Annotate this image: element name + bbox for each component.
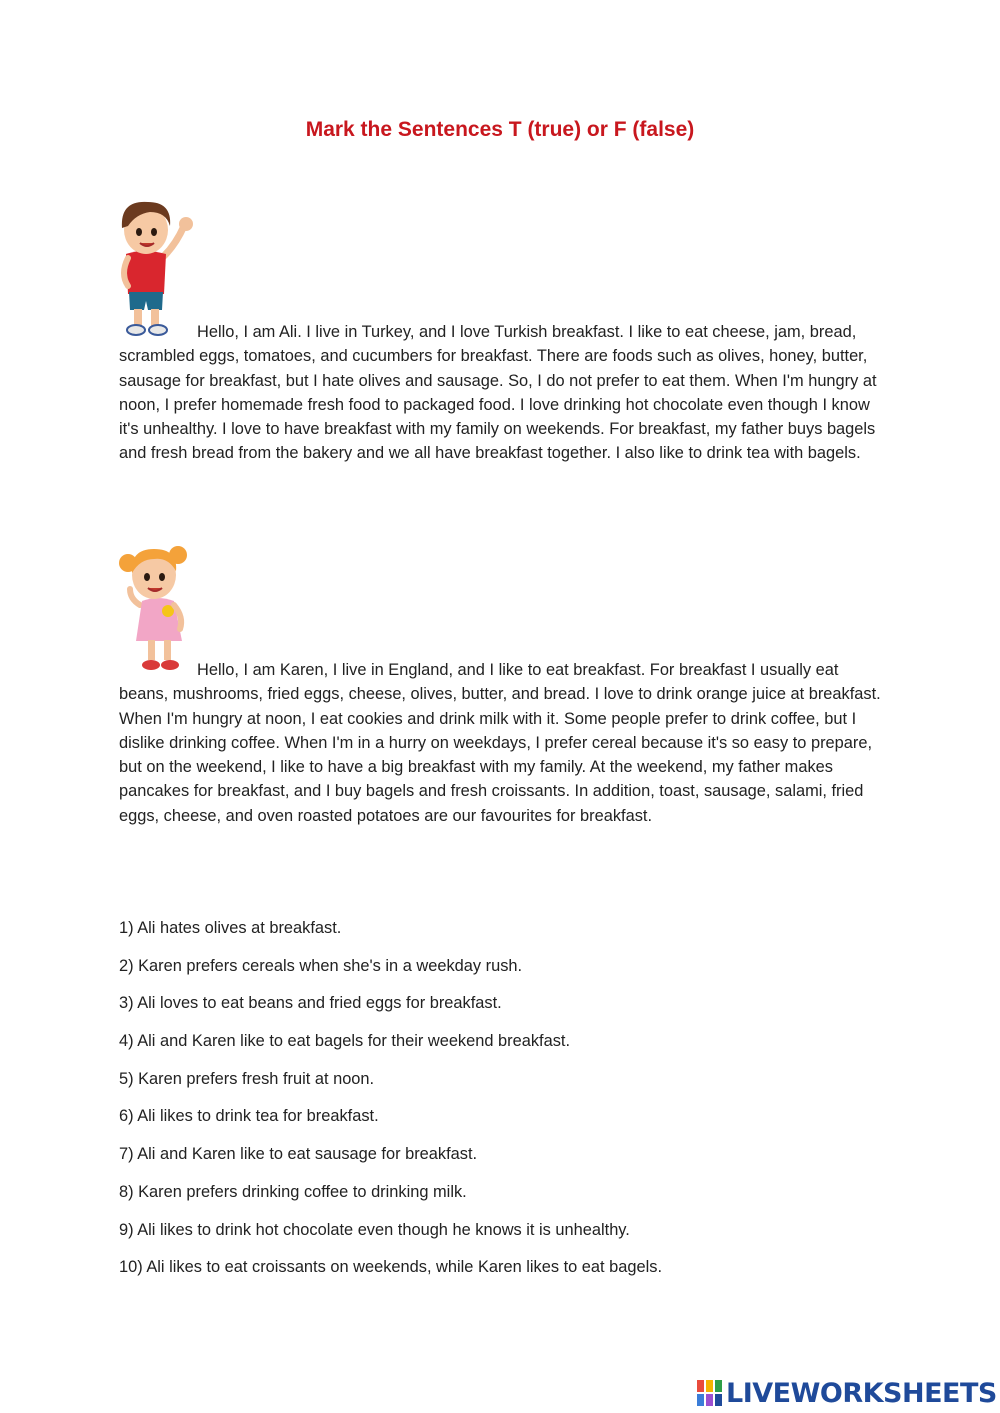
question-item: 1) Ali hates olives at breakfast. [119, 919, 342, 937]
question-item: 7) Ali and Karen like to eat sausage for breakfast. [119, 1145, 478, 1164]
story-karen [119, 658, 889, 828]
question-item: 9) Ali likes to drink hot chocolate even though he knows it is unhealthy. [119, 1220, 630, 1239]
question-item: 6) Ali likes to drink tea for breakfast. [119, 1107, 379, 1126]
story-karen-text: Hello, I am Karen, I live in England, and I like to eat breakfast. For breakfast I usually eat beans, mushrooms, fried eggs, cheese, olives, butter, and bread. I love to drink orange juice at breakfast. When I'm hungry at noon, I eat cookies and drink milk with it. Some people prefer to drink coffee, but I dislike drinking coffee. When I'm in a hurry on weekdays, I prefer cereal because it's so easy to prepare, but on the weekend, I like to have a big breakfast with my family. At the weekend, my father makes pancakes for breakfast, and I buy bagels and fresh croissants. In addition, toast, sausage, salami, fried eggs, cheese, and oven roasted potatoes are our favourites for breakfast. [119, 661, 881, 825]
liveworksheets-logo [697, 1376, 997, 1410]
page-title: Mark the Sentences T (true) or F (false) [305, 118, 695, 141]
logo-text: LIVEWORKSHEETS [726, 1377, 997, 1409]
story-ali-text: Hello, I am Ali. I live in Turkey, and I love Turkish breakfast. I like to eat cheese, jam, bread, scrambled eggs, tomatoes, and cucumbers for breakfast. There are foods such as olives, honey, butter, sausage for breakfast, but I hate olives and sausage. So, I do not prefer to eat them. When I'm hungry at noon, I prefer homemade fresh food to packaged food. I love drinking hot chocolate even though I know it's unhealthy. I love to have breakfast with my family on weekends. For breakfast, my father buys bagels and fresh bread from the bakery and we all have breakfast together. I also like to drink tea with bagels. [119, 323, 877, 463]
question-item: 2) Karen prefers cereals when she's in a weekday rush. [119, 956, 523, 975]
story-ali [119, 320, 889, 466]
question-item: 3) Ali loves to eat beans and fried eggs for breakfast. [119, 994, 502, 1013]
logo-icon [697, 1378, 723, 1408]
question-list [119, 916, 919, 1293]
question-item: 10) Ali likes to eat croissants on weekends, while Karen likes to eat bagels. [119, 1258, 663, 1277]
question-item: 8) Karen prefers drinking coffee to drinking milk. [119, 1182, 467, 1201]
question-item: 4) Ali and Karen like to eat bagels for their weekend breakfast. [119, 1032, 571, 1051]
question-item: 5) Karen prefers fresh fruit at noon. [119, 1069, 375, 1088]
